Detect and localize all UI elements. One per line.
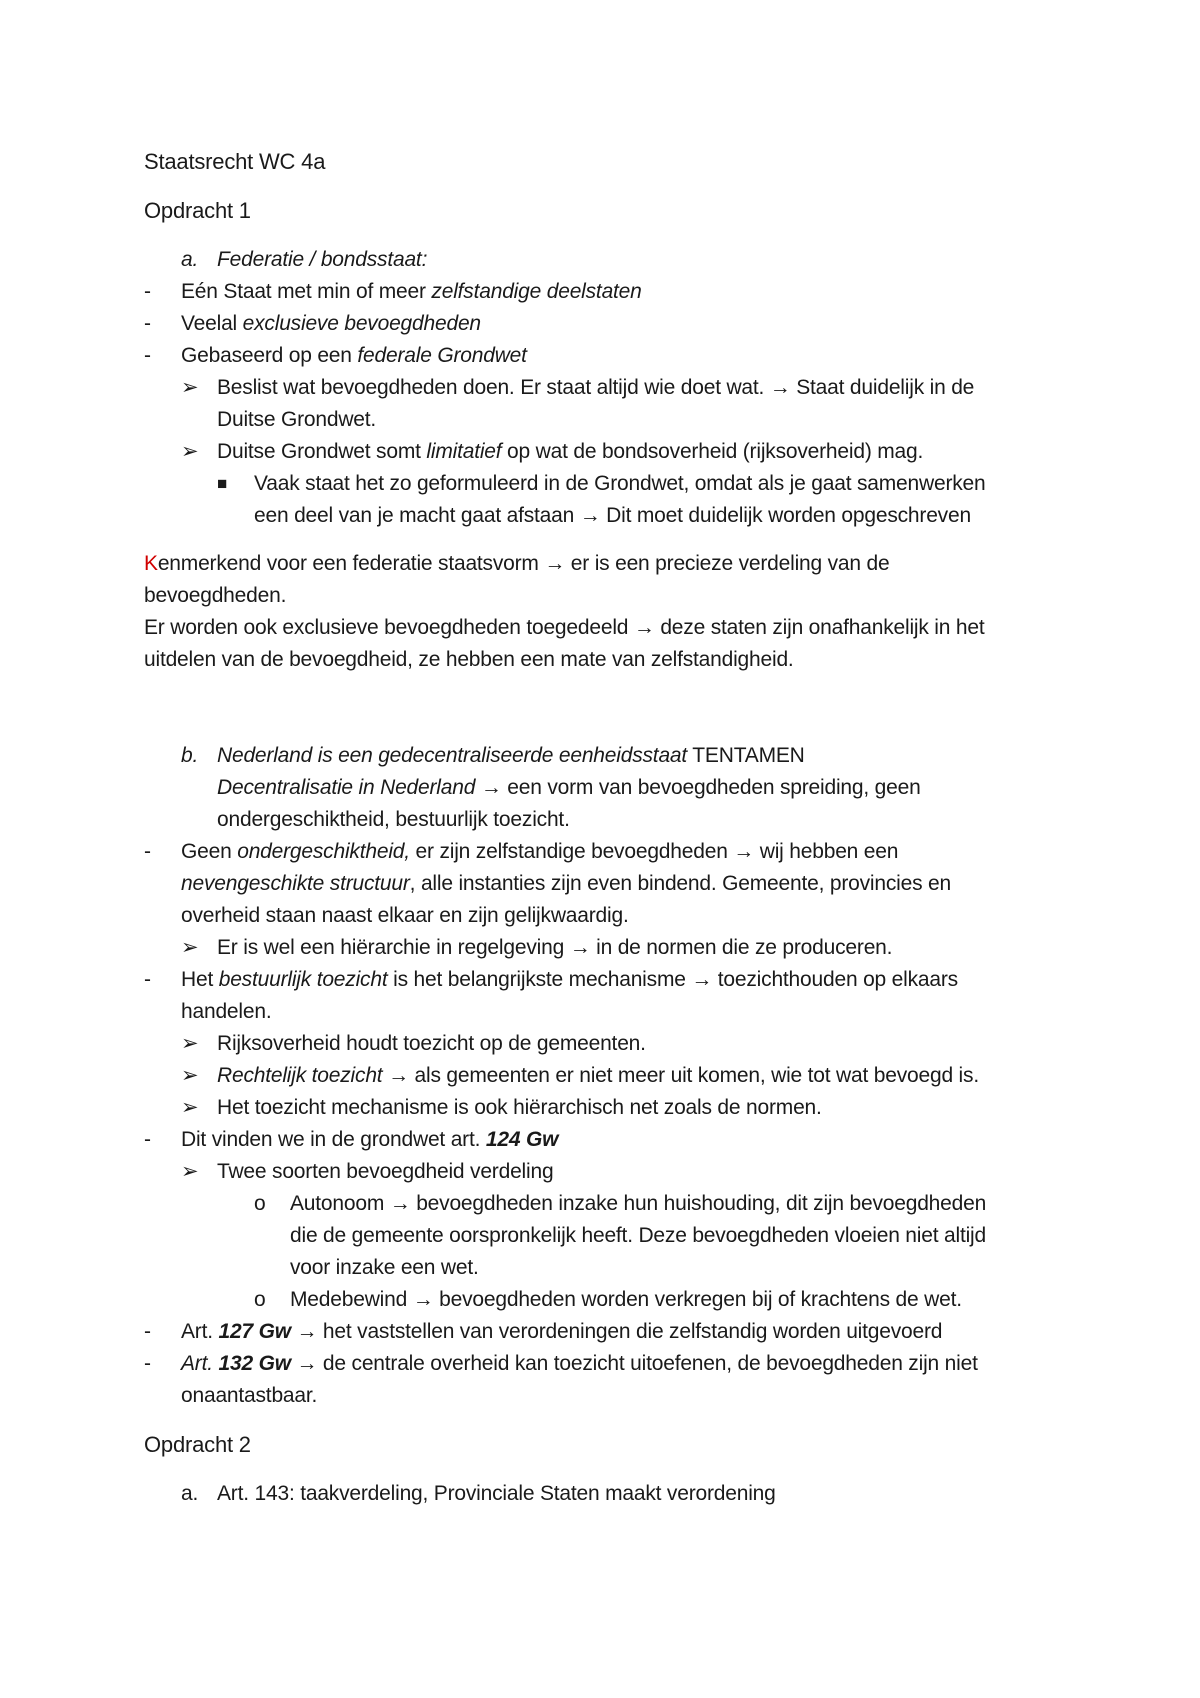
bullet-text: Het bestuurlijk toezicht is het belangrijkste mechanisme → toezichthouden op elkaars [181, 968, 958, 991]
dash-bullet: - [144, 312, 151, 335]
arrow-bullet-icon: ➢ [181, 1032, 199, 1055]
item-a-title: Federatie / bondsstaat: [217, 248, 428, 271]
bullet-text: overheid staan naast elkaar en zijn gelijkwaardig. [181, 904, 629, 927]
bullet-text: Art. 132 Gw → de centrale overheid kan toezicht uitoefenen, de bevoegdheden zijn niet [181, 1352, 978, 1375]
sub-bullet-text: Rechtelijk toezicht → als gemeenten er niet meer uit komen, wie tot wat bevoegd is. [217, 1064, 979, 1087]
paragraph-line: uitdelen van de bevoegdheid, ze hebben een mate van zelfstandigheid. [144, 648, 794, 671]
arrow-bullet-icon: ➢ [181, 936, 199, 959]
arrow-bullet-icon: ➢ [181, 376, 199, 399]
arrow-bullet-icon: ➢ [181, 440, 199, 463]
bullet-text: Geen ondergeschiktheid, er zijn zelfstandige bevoegdheden → wij hebben een [181, 840, 899, 863]
dash-bullet: - [144, 1320, 151, 1343]
circle-bullet-text: Autonoom → bevoegdheden inzake hun huishouding, dit zijn bevoegdheden [290, 1192, 987, 1215]
bullet-text: Veelal exclusieve bevoegdheden [181, 312, 481, 335]
paragraph-line: bevoegdheden. [144, 584, 287, 607]
circle-bullet-icon: o [254, 1288, 266, 1311]
sub-bullet-text: Duitse Grondwet somt limitatief op wat de bondsoverheid (rijksoverheid) mag. [217, 440, 924, 463]
square-bullet-icon: ■ [217, 474, 228, 493]
opdracht-2-item-a-label: a. [181, 1482, 199, 1505]
bullet-text: Dit vinden we in de grondwet art. 124 Gw [181, 1128, 559, 1151]
dash-bullet: - [144, 840, 151, 863]
sub-bullet-text: Twee soorten bevoegdheid verdeling [217, 1160, 554, 1183]
sub-sub-bullet-text: een deel van je macht gaat afstaan → Dit moet duidelijk worden opgeschreven [254, 504, 971, 527]
item-b-title: Nederland is een gedecentraliseerde eenheidsstaat TENTAMEN [217, 744, 805, 767]
bullet-text: handelen. [181, 1000, 272, 1023]
bullet-text: Art. 127 Gw → het vaststellen van verordeningen die zelfstandig worden uitgevoerd [181, 1320, 943, 1343]
item-b-text: ondergeschiktheid, bestuurlijk toezicht. [217, 808, 570, 831]
circle-bullet-icon: o [254, 1192, 266, 1215]
item-b-text: Decentralisatie in Nederland → een vorm van bevoegdheden spreiding, geen [217, 776, 921, 799]
bullet-text: nevengeschikte structuur, alle instanties zijn even bindend. Gemeente, provincies en [181, 872, 952, 895]
circle-bullet-text: die de gemeente oorspronkelijk heeft. Deze bevoegdheden vloeien niet altijd [290, 1224, 986, 1247]
opdracht-1-heading: Opdracht 1 [144, 198, 251, 223]
dash-bullet: - [144, 968, 151, 991]
arrow-bullet-icon: ➢ [181, 1064, 199, 1087]
bullet-text: Eén Staat met min of meer zelfstandige deelstaten [181, 280, 642, 303]
paragraph-line: Er worden ook exclusieve bevoegdheden toegedeeld → deze staten zijn onafhankelijk in het [144, 616, 985, 639]
arrow-bullet-icon: ➢ [181, 1160, 199, 1183]
sub-bullet-text: Duitse Grondwet. [217, 408, 377, 431]
dash-bullet: - [144, 280, 151, 303]
sub-bullet-text: Beslist wat bevoegdheden doen. Er staat altijd wie doet wat. → Staat duidelijk in de [217, 376, 975, 399]
item-b-label: b. [181, 744, 199, 767]
opdracht-2-item-a-text: Art. 143: taakverdeling, Provinciale Staten maakt verordening [217, 1482, 776, 1505]
circle-bullet-text: Medebewind → bevoegdheden worden verkregen bij of krachtens de wet. [290, 1288, 962, 1311]
opdracht-2-heading: Opdracht 2 [144, 1432, 251, 1457]
paragraph-line: Kenmerkend voor een federatie staatsvorm → er is een precieze verdeling van de [144, 552, 890, 575]
dash-bullet: - [144, 1128, 151, 1151]
dash-bullet: - [144, 344, 151, 367]
sub-bullet-text: Er is wel een hiërarchie in regelgeving → in de normen die ze produceren. [217, 936, 893, 959]
dash-bullet: - [144, 1352, 151, 1375]
sub-bullet-text: Rijksoverheid houdt toezicht op de gemeenten. [217, 1032, 646, 1055]
sub-sub-bullet-text: Vaak staat het zo geformuleerd in de Grondwet, omdat als je gaat samenwerken [254, 472, 986, 495]
bullet-text: Gebaseerd op een federale Grondwet [181, 344, 527, 367]
item-a-label: a. [181, 248, 199, 271]
sub-bullet-text: Het toezicht mechanisme is ook hiërarchisch net zoals de normen. [217, 1096, 822, 1119]
document-title: Staatsrecht WC 4a [144, 149, 326, 174]
circle-bullet-text: voor inzake een wet. [290, 1256, 479, 1279]
bullet-text: onaantastbaar. [181, 1384, 318, 1407]
arrow-bullet-icon: ➢ [181, 1096, 199, 1119]
